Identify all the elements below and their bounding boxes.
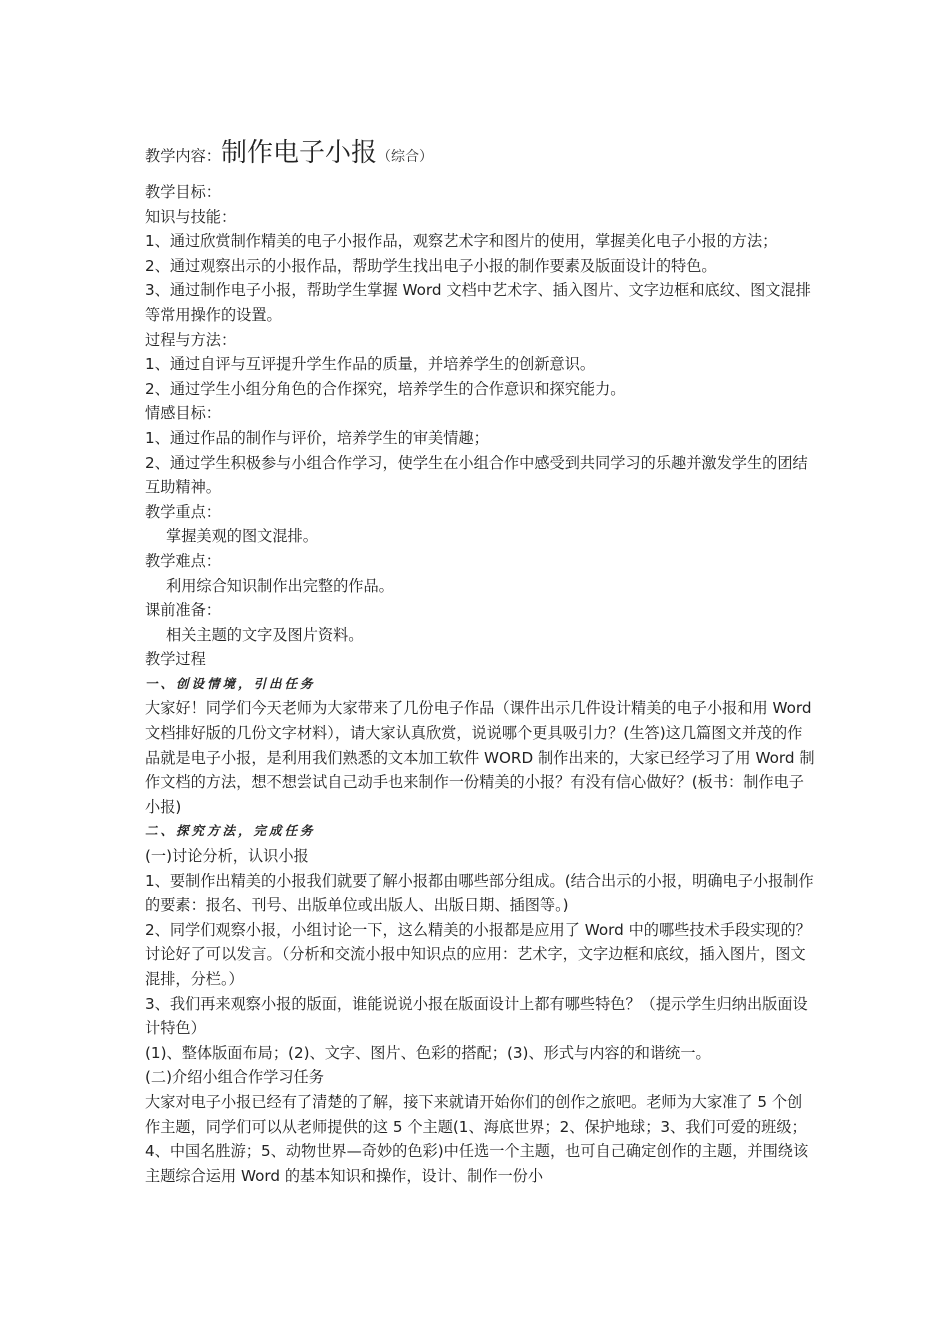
subsection-2-heading: (二)介绍小组合作学习任务 (145, 1068, 324, 1087)
section-2-heading: 二、探究方法，完成任务 (145, 823, 316, 839)
process-item-2: 2、通过学生小组分角色的合作探究，培养学生的合作意识和探究能力。 (145, 379, 626, 398)
title-prefix: 教学内容： (145, 147, 221, 165)
prep-text: 相关主题的文字及图片资料。 (166, 625, 364, 644)
document-page (145, 136, 815, 1188)
title-main: 制作电子小报 (220, 138, 377, 168)
emotion-item-1: 1、通过作品的制作与评价，培养学生的审美情趣； (145, 428, 489, 447)
knowledge-item-2: 2、通过观察出示的小报作品，帮助学生找出电子小报的制作要素及版面设计的特色。 (145, 256, 717, 275)
title-note: （综合） (376, 149, 433, 165)
subsection-1-item-2: 2、同学们观察小报，小组讨论一下，这么精美的小报都是应用了 Word 中的哪些技术手段实现的？讨论好了可以发言。（分析和交流小报中知识点的应用：艺术字，文字边框和底纹，插入图片，图文混排，分栏。） (145, 920, 811, 988)
subsection-1-heading: (一)讨论分析，认识小报 (145, 847, 309, 866)
prep-heading: 课前准备： (145, 601, 221, 620)
emotion-item-2: 2、通过学生积极参与小组合作学习，使学生在小组合作中感受到共同学习的乐趣并激发学生的团结互助精神。 (145, 453, 808, 497)
subsection-1-item-3: 3、我们再来观察小报的版面，谁能说说小报在版面设计上都有哪些特色？（提示学生归纳出版面设计特色） (145, 994, 808, 1038)
emotion-heading: 情感目标： (145, 404, 221, 423)
procedure-heading: 教学过程 (145, 650, 206, 669)
process-heading: 过程与方法： (145, 330, 237, 349)
goals-heading: 教学目标： (145, 183, 221, 201)
subsection-1-item-4: (1)、整体版面布局；(2)、文字、图片、色彩的搭配；(3)、形式与内容的和谐统一。 (145, 1043, 711, 1062)
difficulty-text: 利用综合知识制作出完整的作品。 (166, 576, 394, 595)
difficulty-heading: 教学难点： (145, 551, 221, 570)
knowledge-item-3: 3、通过制作电子小报，帮助学生掌握 Word 文档中艺术字、插入图片、文字边框和底纹、图文混排等常用操作的设置。 (145, 281, 811, 324)
knowledge-heading: 知识与技能： (145, 207, 237, 226)
process-item-1: 1、通过自评与互评提升学生作品的质量，并培养学生的创新意识。 (145, 355, 596, 374)
section-1-heading: 一、创设情境，引出任务 (145, 675, 316, 691)
lesson-title (145, 136, 815, 174)
section-1-text: 大家好！同学们今天老师为大家带来了几份电子作品（课件出示几件设计精美的电子小报和用 Word 文档排好版的几份文字材料），请大家认真欣赏，说说哪个更具吸引力？(生答)这几篇图文并茂的作品就是电子小报，是利用我们熟悉的文本加工软件 WORD 制作出来的，大家已经学习了用 Word 制作文档的方法，想不想尝试自己动手也来制作一份精美的小报？有没有信心做好？(板书：制作电子小报) (145, 699, 815, 816)
focus-heading: 教学重点： (145, 502, 221, 521)
knowledge-item-1: 1、通过欣赏制作精美的电子小报作品，观察艺术字和图片的使用，掌握美化电子小报的方法； (145, 232, 778, 251)
focus-text: 掌握美观的图文混排。 (166, 527, 318, 546)
subsection-2-text: 大家对电子小报已经有了清楚的了解，接下来就请开始你们的创作之旅吧。老师为大家准了 5 个创作主题，同学们可以从老师提供的这 5 个主题(1、海底世界；2、保护地球；3、我们可爱的班级；4、中国名胜游；5、动物世界—奇妙的色彩)中任选一个主题，也可自己确定创作的主题，并围绕该主题综合运用 Word 的基本知识和操作，设计、制作一份小 (145, 1092, 809, 1185)
subsection-1-item-1: 1、要制作出精美的小报我们就要了解小报都由哪些部分组成。(结合出示的小报，明确电子小报制作的要素：报名、刊号、出版单位或出版人、出版日期、插图等。) (145, 871, 814, 915)
